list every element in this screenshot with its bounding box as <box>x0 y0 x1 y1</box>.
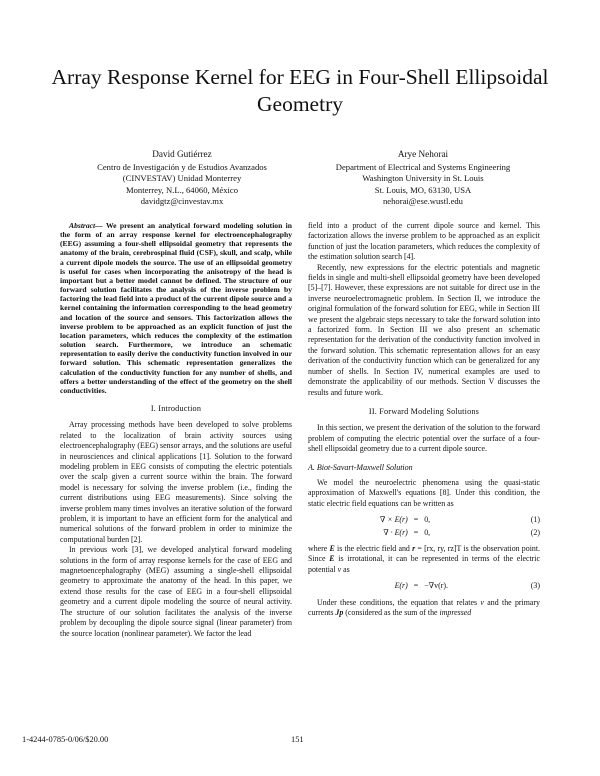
page-number: 151 <box>291 735 304 744</box>
section-heading <box>308 407 540 417</box>
paragraph: Recently, new expressions for the electric potentials and magnetic fields in single and multi-shell ellipsoidal geometry have been developed [5]–[7]. However, these expressions are not suitable for direct use in the inverse neuroelectromagnetic problem. In Section II, we introduce the original formulation of the forward solution for EEG, while in Section III we present the algebraic steps necessary to take the forward solution into a factorized form. In Section III we also present an schematic representation for the derivation of the conductivity function involved in the forward solution. This schematic representation allows for an easy derivation of the conductivity function which can be generalized for any number of shells. In Section IV, numerical examples are used to demonstrate the applicability of our methods. Section V discusses the results and future work. <box>308 262 540 397</box>
author-name: David Gutiérrez <box>152 149 212 159</box>
author-email[interactable]: davidgtz@cinvestav.mx <box>140 196 224 207</box>
section-heading <box>60 404 292 414</box>
text-run: is the electric field and <box>337 543 410 553</box>
equation-operator: = <box>413 527 419 537</box>
equation-number: (2) <box>530 527 540 537</box>
author-affiliation: (CINVESTAV) Unidad Monterrey <box>122 173 242 184</box>
section-heading-text: II. Forward Modeling Solutions <box>368 406 480 416</box>
text-run: and the primary currents <box>308 597 540 617</box>
equation-lhs: E(r) <box>394 581 408 591</box>
math-symbol: v <box>480 597 484 607</box>
text-run: is the observation point. Since <box>308 543 540 564</box>
text-run: is irrotational, it can be represented in terms of the electric potential <box>308 554 540 574</box>
abstract <box>60 221 292 395</box>
equation-group <box>308 515 540 538</box>
author-email[interactable]: nehorai@ese.wustl.edu <box>383 196 463 207</box>
math-symbol: E <box>329 543 335 553</box>
paragraph: field into a product of the current dipole source and kernel. This factorization allows the inverse problem to be approached as an explicit function of just the location parameters, which reduces the complexity of the estimation solution search [4]. <box>308 221 540 262</box>
author-block-1 <box>57 149 307 208</box>
equation-number: (3) <box>530 581 540 591</box>
author-name: Arye Nehorai <box>397 149 449 159</box>
equation-lhs: ∇ × E(r) <box>379 515 408 525</box>
author-block-2 <box>298 149 548 208</box>
text-run: impressed <box>439 608 472 617</box>
footer-isbn: 1-4244-0785-0/06/$20.00 <box>22 735 109 744</box>
paragraph: In previous work [3], we developed analytical forward modeling solutions in the form of array response kernels for the case of EEG and magnetoencephalography (MEG) assuming a single-shell ellipsoidal geometry to approximate the anatomy of the head. In this paper, we extend those results for the case of EEG in a four-shell ellipsoidal geometry and a current dipole modeling the source of neural activity. The structure of our solution facilitates the analysis of the inverse problem by decoupling the dipole source signal (linear parameter) from the source location (nonlinear parameter). We factor the lead <box>60 545 292 638</box>
equation-group <box>308 581 540 591</box>
right-column <box>308 221 540 618</box>
equation-lhs: ∇ · E(r) <box>383 527 408 537</box>
left-column <box>60 221 292 639</box>
equation-rhs: 0, <box>424 527 431 537</box>
paragraph: Array processing methods have been developed to solve problems related to the localization of brain activity sources using electroencephalography (EEG) sensor arrays, and the solutions are useful in neurosciences and clinical applications [1]. Solution to the forward modeling problem in EEG consists of computing the electric potentials over the scalp given a current source within the brain. The forward model is necessary for solving the inverse problem (i.e., finding the current distributions using EEG measurements). Since solving the inverse problem many times involves an iterative solution of the forward problem, it is important to have an efficient form for the analytical and numerical solutions of the forward problem in order to minimize the computational burden [2]. <box>60 420 292 544</box>
section-heading-text: I. Introduction <box>150 403 202 413</box>
paragraph: In this section, we present the derivation of the solution to the forward problem of computing the electric potential over the surface of a four-shell ellipsoidal geometry due to a current dipole source. <box>308 423 540 454</box>
author-address: Monterrey, N.L., 64060, México <box>125 184 239 195</box>
math-symbol: E <box>329 554 335 564</box>
abstract-text: We present an analytical forward modeling solution in the form of an array response kernel for electroencephalography (EEG) assuming a four-shell ellipsoidal geometry that represents the anatomy of the brain, cerebrospinal fluid (CSF), skull, and scalp, while a current dipole models the source. The use of an ellipsoidal geometry is useful for cases when incorporating the anisotropy of the head is important but a better model cannot be defined. The structure of our forward solution facilitates the analysis of the inverse problem by factoring the lead field into a product of the current dipole source and a kernel containing the information corresponding to the head geometry and location of the source and sensors. This factorization allows the inverse problem to be approached as an explicit function of just the location parameters, which reduces the complexity of the estimation solution search. Furthermore, we introduce an schematic representation to easily derive the conductivity function involved in our forward solution. This schematic representation generalizes the calculation of the conductivity function for any number of shells, and offers a better understanding of the effect of the geometry on the shell conductivities. <box>60 221 292 395</box>
author-affiliation: Washington University in St. Louis <box>362 173 484 184</box>
text-run: (considered as the sum of the <box>345 608 438 617</box>
paragraph <box>308 544 540 575</box>
text-run: as <box>343 564 350 574</box>
paragraph: We model the neuroelectric phenomena using the quasi-static approximation of Maxwell's equations [8]. Under this condition, the static electric field equations can be written as <box>308 477 540 508</box>
text-run: where <box>308 543 328 553</box>
text-run: Under these conditions, the equation that relates <box>317 597 478 607</box>
author-affiliation: Department of Electrical and Systems Engineering <box>335 161 511 172</box>
author-address: St. Louis, MO, 63130, USA <box>374 184 472 195</box>
equation-rhs: 0, <box>424 515 431 525</box>
author-affiliation: Centro de Investigación y de Estudios Avanzados <box>97 161 267 172</box>
paragraph <box>308 598 540 619</box>
math-symbol: r <box>412 543 416 553</box>
math-symbol: v <box>337 564 342 574</box>
math-symbol: Jp <box>335 608 344 617</box>
paper-title: Array Response Kernel for EEG in Four-Shell Ellipsoidal Geometry <box>51 65 549 116</box>
equation-number: (1) <box>530 515 540 525</box>
equation-operator: = <box>413 515 419 525</box>
math-expression: = [rx, ry, rz]T <box>417 543 462 553</box>
equation-rhs: −∇v(r). <box>424 581 448 591</box>
subsection-heading: A. Biot-Savart-Maxwell Solution <box>308 462 413 472</box>
abstract-label: Abstract— <box>69 221 103 230</box>
equation-operator: = <box>413 581 419 591</box>
